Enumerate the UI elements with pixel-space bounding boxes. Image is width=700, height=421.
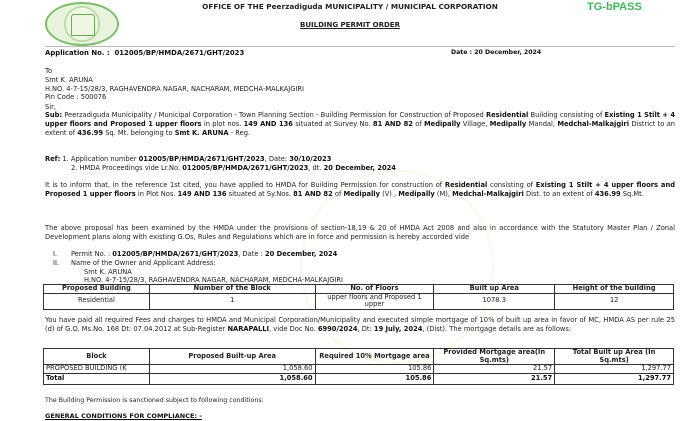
mortgage-table xyxy=(43,348,674,385)
text-segment: District to an extent of xyxy=(45,119,676,137)
cell: 1,297.77 xyxy=(555,373,674,384)
cell: 1,058.60 xyxy=(149,373,315,384)
text-segment: Medipally xyxy=(489,119,527,128)
salutation: Sir, xyxy=(45,103,56,111)
text-segment: 30/10/2023 xyxy=(289,155,332,163)
text-segment: Sub: xyxy=(45,111,63,119)
owner-label: Name of the Owner and Applicant Address: xyxy=(71,258,216,267)
text-segment: consisting of xyxy=(487,181,536,189)
to-label: To xyxy=(45,67,53,75)
inform-paragraph xyxy=(45,181,675,199)
text-segment: (M), xyxy=(434,189,453,198)
text-segment: Existing 1 Stilt + 4 upper floors and Proposed 1 upper floors xyxy=(45,111,675,128)
text-segment: 1. Application number xyxy=(60,155,139,163)
text-segment: 81 AND 82 xyxy=(293,189,333,198)
text-segment: Ref: xyxy=(45,155,61,163)
text-segment: Sq. Mt. belonging to xyxy=(103,128,175,137)
text-segment: 2. HMDA Proceedings vide Lr.No. xyxy=(71,164,183,172)
tg-bpass-logo: TG-bPASS xyxy=(587,1,642,13)
header-cell: Height of the building xyxy=(555,285,674,294)
general-conditions-heading: GENERAL CONDITIONS FOR COMPLIANCE: - xyxy=(45,412,202,420)
cell: Residential xyxy=(44,293,150,309)
reference-2 xyxy=(71,164,396,173)
header-cell: Built up Area xyxy=(434,285,555,294)
text-segment: , (Dist). The mortgage details are as follows: xyxy=(422,324,572,333)
text-segment: Medipally xyxy=(398,189,435,198)
header-cell: Proposed Building xyxy=(44,285,150,294)
text-segment: 436.99 xyxy=(594,189,621,198)
cell: 21.57 xyxy=(434,365,555,374)
cell: upper floors and Proposed 1 upper xyxy=(315,293,434,309)
text-segment: The above proposal has been examined by the HMDA under the provisions of section-18,19 & 20 of HMDA Act 2008 and also in accordance with the Statutory Master Plan / Zonal Development plans along with existing G.Os, Rules and Regulations which are in force and permission is hereby accorded vide xyxy=(45,224,675,241)
header-cell: Block xyxy=(44,349,150,365)
text-segment: 012005/BP/HMDA/2671/GHT/2023 xyxy=(182,164,309,172)
text-segment: NARAPALLI xyxy=(227,324,270,333)
text-segment: 149 AND 136 xyxy=(177,189,227,198)
recipient-name: Smt K. ARUNA xyxy=(45,75,93,84)
recipient-pin: Pin Code : 500076 xyxy=(45,93,107,102)
application-date: Date : 20 December, 2024 xyxy=(451,49,542,56)
header-cell: Required 10% Mortgage area xyxy=(315,349,434,365)
text-segment: Medipally xyxy=(343,189,380,198)
text-segment: Mandal, xyxy=(526,119,558,128)
text-segment: 012005/BP/HMDA/2671/GHT/2023 xyxy=(112,250,239,258)
application-label: Application No. : xyxy=(45,49,110,57)
text-segment: , Dt: xyxy=(357,324,374,333)
cell: 105.86 xyxy=(315,373,434,384)
text-segment: 012005/BP/HMDA/2671/GHT/2023 xyxy=(138,155,265,163)
text-segment: situated at Survey No. xyxy=(292,119,373,128)
item-number-ii: II. xyxy=(53,258,60,267)
government-emblem-logo xyxy=(45,2,119,46)
text-segment: situated at Sy.Nos. xyxy=(226,189,294,198)
text-segment: Building consisting of xyxy=(528,111,605,119)
text-segment: - Reg. xyxy=(228,128,251,137)
application-number xyxy=(45,49,244,58)
recipient-address xyxy=(45,67,304,102)
text-segment: of xyxy=(332,189,344,198)
application-value: 012005/BP/HMDA/2671/GHT/2023 xyxy=(114,49,245,57)
text-segment: Village, xyxy=(460,119,490,128)
table-total-row xyxy=(44,373,674,384)
cell: 1,297.77 xyxy=(555,365,674,374)
cell: PROPOSED BUILDING (K xyxy=(44,365,150,374)
cell: 1 xyxy=(149,293,315,309)
cell: 1,058.60 xyxy=(149,365,315,374)
text-segment: 20 December, 2024 xyxy=(323,164,396,172)
cell: 1078.3 xyxy=(434,293,555,309)
table-row xyxy=(44,365,674,374)
text-segment: , vide Doc No. xyxy=(269,324,318,333)
subject-paragraph xyxy=(45,111,675,137)
permit-line xyxy=(71,250,337,258)
text-segment: 436.99 xyxy=(77,128,104,137)
text-segment: in Plot Nos. xyxy=(135,189,178,198)
text-segment: Residential xyxy=(444,181,488,189)
header-cell: No. of Floors xyxy=(315,285,434,294)
text-segment: 6990/2024 xyxy=(317,324,358,333)
text-segment: You have paid all required Fees and charges to HMDA and Municipal Corporation/Municipality and executed simple mortgage of 10% of built up area in favor of MC, HMDA AS per rule 25 (d) of G.O. Ms.No. 168 Dt: 07.04.2012 at Sub-Register xyxy=(45,316,675,333)
document-title: BUILDING PERMIT ORDER xyxy=(300,21,400,29)
text-segment: Medchal-Malkajgiri xyxy=(557,119,630,128)
fees-paragraph xyxy=(45,316,675,334)
conditions-intro: The Building Permission is sanctioned subject to following conditions: xyxy=(45,397,264,404)
owner-address: H.NO. 4-7-15/28/3, RAGHAVENDRA NAGAR, NACHARAM, MEDCHA-MALKAJGIRI xyxy=(84,276,344,285)
text-segment: , dt. xyxy=(308,164,324,172)
text-segment: 149 AND 136 xyxy=(243,119,293,128)
text-segment: 81 AND 82 xyxy=(372,119,413,128)
text-segment: Peerzadiguda Municipality / Municipal Corporation - Town Planning Section - Building Permission for Construction of Proposed xyxy=(62,111,486,119)
cell: Total xyxy=(44,373,150,384)
proposal-paragraph xyxy=(45,224,675,242)
table-header-row xyxy=(44,349,674,365)
text-segment: 19 July, 2024 xyxy=(373,324,423,333)
text-segment: 20 December, 2024 xyxy=(265,250,338,258)
text-segment: Sq.Mt. xyxy=(620,189,644,198)
header-cell: Provided Mortgage area(In Sq.mts) xyxy=(434,349,555,365)
text-segment: of xyxy=(412,119,424,128)
building-details-table xyxy=(43,284,674,310)
header-divider xyxy=(45,46,675,47)
header-cell: Number of the Block xyxy=(149,285,315,294)
cell: 12 xyxy=(555,293,674,309)
text-segment: , Date: xyxy=(264,155,290,163)
reference-1 xyxy=(45,155,331,164)
office-title: OFFICE OF THE Peerzadiguda MUNICIPALITY / MUNICIPAL CORPORATION xyxy=(202,2,498,11)
text-segment: Existing 1 Stilt + 4 upper floors and Proposed 1 upper floors xyxy=(45,181,675,198)
item-number-i: I. xyxy=(53,250,58,258)
text-segment: Dist. to an extent of xyxy=(523,189,595,198)
text-segment: Residential xyxy=(486,111,529,119)
text-segment: It is to inform that, in the reference 1st cited, you have applied to HMDA for Building Permission for construction of xyxy=(45,181,445,189)
cell: 105.86 xyxy=(315,365,434,374)
header-cell: Proposed Built-up Area xyxy=(149,349,315,365)
permit-details xyxy=(45,250,343,285)
text-segment: , Date : xyxy=(238,250,266,258)
text-segment: (V) , xyxy=(379,189,399,198)
cell: 21.57 xyxy=(434,373,555,384)
text-segment: Medchal-Malkajgiri xyxy=(452,189,524,198)
table-header-row xyxy=(44,285,674,294)
text-segment: Permit No. : xyxy=(71,250,113,258)
owner-name: Smt K. ARUNA xyxy=(84,267,132,276)
text-segment: in plot nos. xyxy=(201,119,244,128)
header-cell: Total Built up Area (In Sq.mts) xyxy=(555,349,674,365)
recipient-address-line: H.NO. 4-7-15/28/3, RAGHAVENDRA NAGAR, NACHARAM, MEDCHA-MALKAJGIRI xyxy=(45,84,305,93)
text-segment: Smt K. ARUNA xyxy=(174,128,229,137)
table-row xyxy=(44,293,674,309)
text-segment: Medipally xyxy=(424,119,461,128)
